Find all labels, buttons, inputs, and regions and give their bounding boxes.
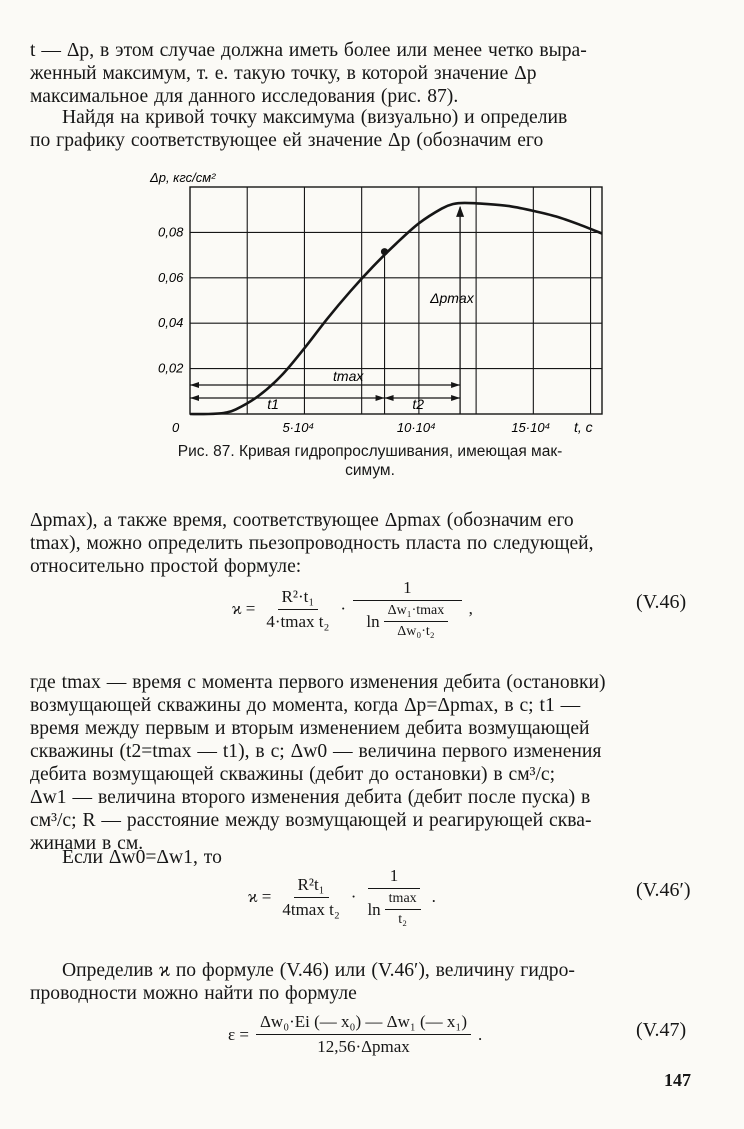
formula-lhs: ϰ = [248, 887, 272, 906]
text-line: где tmax — время с момента первого изменения дебита (остановки) [30, 672, 606, 693]
formula-lhs: ε = [228, 1024, 249, 1044]
text-line: Найдя на кривой точку максимума (визуально) и определив [62, 107, 568, 128]
inner-numerator: tmax [385, 891, 421, 910]
t-max-dimension-arrowhead-left [190, 382, 199, 388]
text-line: t — Δp, в этом случае должна иметь более или менее четко выра- [30, 40, 587, 61]
t2-dimension-arrowhead-left [385, 395, 394, 401]
fraction [363, 866, 424, 928]
numerator: R²·t₁ [278, 587, 319, 610]
formula-period: . [478, 1024, 483, 1044]
x-tick-label: 15·10⁴ [511, 420, 551, 435]
formula-v46-prime [248, 866, 436, 928]
text-line: женный максимум, т. е. такую точку, в которой значение Δp [30, 63, 537, 84]
hydro-interference-chart [0, 0, 744, 440]
formula-comma: , [468, 599, 473, 618]
page-number: 147 [664, 1070, 691, 1090]
inner-fraction [384, 603, 449, 640]
text-line: Определив ϰ по формуле (V.46) или (V.46′), величину гидро- [62, 960, 575, 981]
origin-label: 0 [172, 420, 180, 435]
caption-line: Рис. 87. Кривая гидропрослушивания, имеющая мак- [177, 443, 563, 460]
text-line: максимальное для данного исследования (рис. 87). [30, 86, 459, 107]
denominator: 4·tmax t₂ [266, 611, 330, 631]
paragraph-condition: Если Δw0=Δw1, то [62, 847, 222, 868]
formula-lhs: ϰ = [232, 599, 256, 618]
text-line: возмущающей скважины до момента, когда Δp=Δpmax, в с; t1 — [30, 695, 581, 716]
denominator-log [363, 889, 424, 928]
t-max-dimension-arrowhead-right [451, 382, 460, 388]
numerator: 1 [368, 866, 421, 889]
y-tick-label: 0,04 [158, 315, 184, 331]
denominator: 4tmax t₂ [282, 899, 340, 919]
text-line: по графику соответствующее ей значение Δp (обозначим его [30, 130, 544, 151]
caption-line: симум. [345, 462, 395, 479]
text-line: tmax), можно определить пьезопроводность пласта по следующей, [30, 533, 594, 554]
t1-dimension-arrowhead-right [376, 395, 385, 401]
plot-frame [190, 187, 602, 414]
dp-max-label: Δpmax [430, 289, 474, 306]
numerator: R²t₁ [294, 875, 329, 898]
y-axis-label: Δp, кгс/см² [150, 170, 216, 185]
text-line: относительно простой формуле: [30, 556, 302, 577]
text-line: время между первым и вторым изменением дебита возмущающей [30, 718, 590, 739]
x-tick-label: 5·10⁴ [282, 420, 315, 435]
y-tick-label: 0,02 [158, 360, 184, 376]
marked-data-point [381, 248, 388, 255]
x-tick-label: 10·10⁴ [396, 420, 436, 435]
dp-max-arrowhead [456, 206, 464, 217]
formula-v47 [228, 1012, 482, 1057]
numerator: 1 [353, 578, 462, 601]
inner-fraction [385, 891, 421, 928]
text-line: проводности можно найти по формуле [30, 983, 357, 1004]
inner-denominator: Δw₀·t₂ [397, 624, 435, 639]
paragraph-hydroconductivity [30, 959, 698, 1005]
ln-symbol: ln [366, 611, 380, 631]
paragraph-formula-intro [30, 509, 698, 578]
text-line: дебита возмущающей скважины (дебит до остановки) в см³/с; [30, 764, 556, 785]
chart-grid [190, 187, 602, 414]
t2-dimension-arrowhead-right [451, 395, 460, 401]
ln-symbol: ln [367, 899, 381, 919]
fraction [278, 875, 343, 920]
text-line: см³/с; R — расстояние между возмущающей и реагирующей сква- [30, 810, 592, 831]
y-tick-label: 0,06 [158, 269, 184, 285]
multiply-dot: · [340, 599, 347, 618]
equation-number: (V.46′) [636, 879, 691, 901]
multiply-dot: · [350, 887, 357, 906]
denominator-log [362, 601, 452, 640]
inner-denominator: t₂ [398, 912, 408, 927]
t-max-label: tmax [333, 368, 364, 384]
t1-dimension-arrowhead-left [190, 395, 199, 401]
paragraph-definitions [30, 671, 698, 855]
t2-label: t2 [412, 396, 425, 412]
chart-marks [158, 206, 550, 435]
fraction [353, 578, 462, 640]
equation-number: (V.47) [636, 1019, 687, 1041]
y-tick-label: 0,08 [158, 224, 184, 240]
numerator: Δw₀·Ei (— x₀) — Δw₁ (— x₁) [256, 1012, 471, 1035]
figure-caption [120, 442, 620, 480]
text-line: Δpmax), а также время, соответствующее Δpmax (обозначим его [30, 510, 574, 531]
fraction [262, 587, 333, 632]
x-axis-label: t, с [574, 419, 593, 435]
formula-v46 [232, 578, 473, 640]
equation-number: (V.46) [636, 591, 687, 613]
text-line: скважины (t2=tmax — t1), в с; Δw0 — величина первого изменения [30, 741, 602, 762]
formula-period: . [431, 887, 436, 906]
inner-numerator: Δw₁·tmax [384, 603, 449, 622]
text-line: Δw1 — величина второго изменения дебита (дебит после пуска) в [30, 787, 591, 808]
t1-label: t1 [267, 396, 279, 412]
fraction [256, 1012, 471, 1057]
text-line: жинами в см. [30, 833, 144, 854]
denominator: 12,56·Δpmax [317, 1037, 410, 1056]
data-line [190, 203, 602, 414]
